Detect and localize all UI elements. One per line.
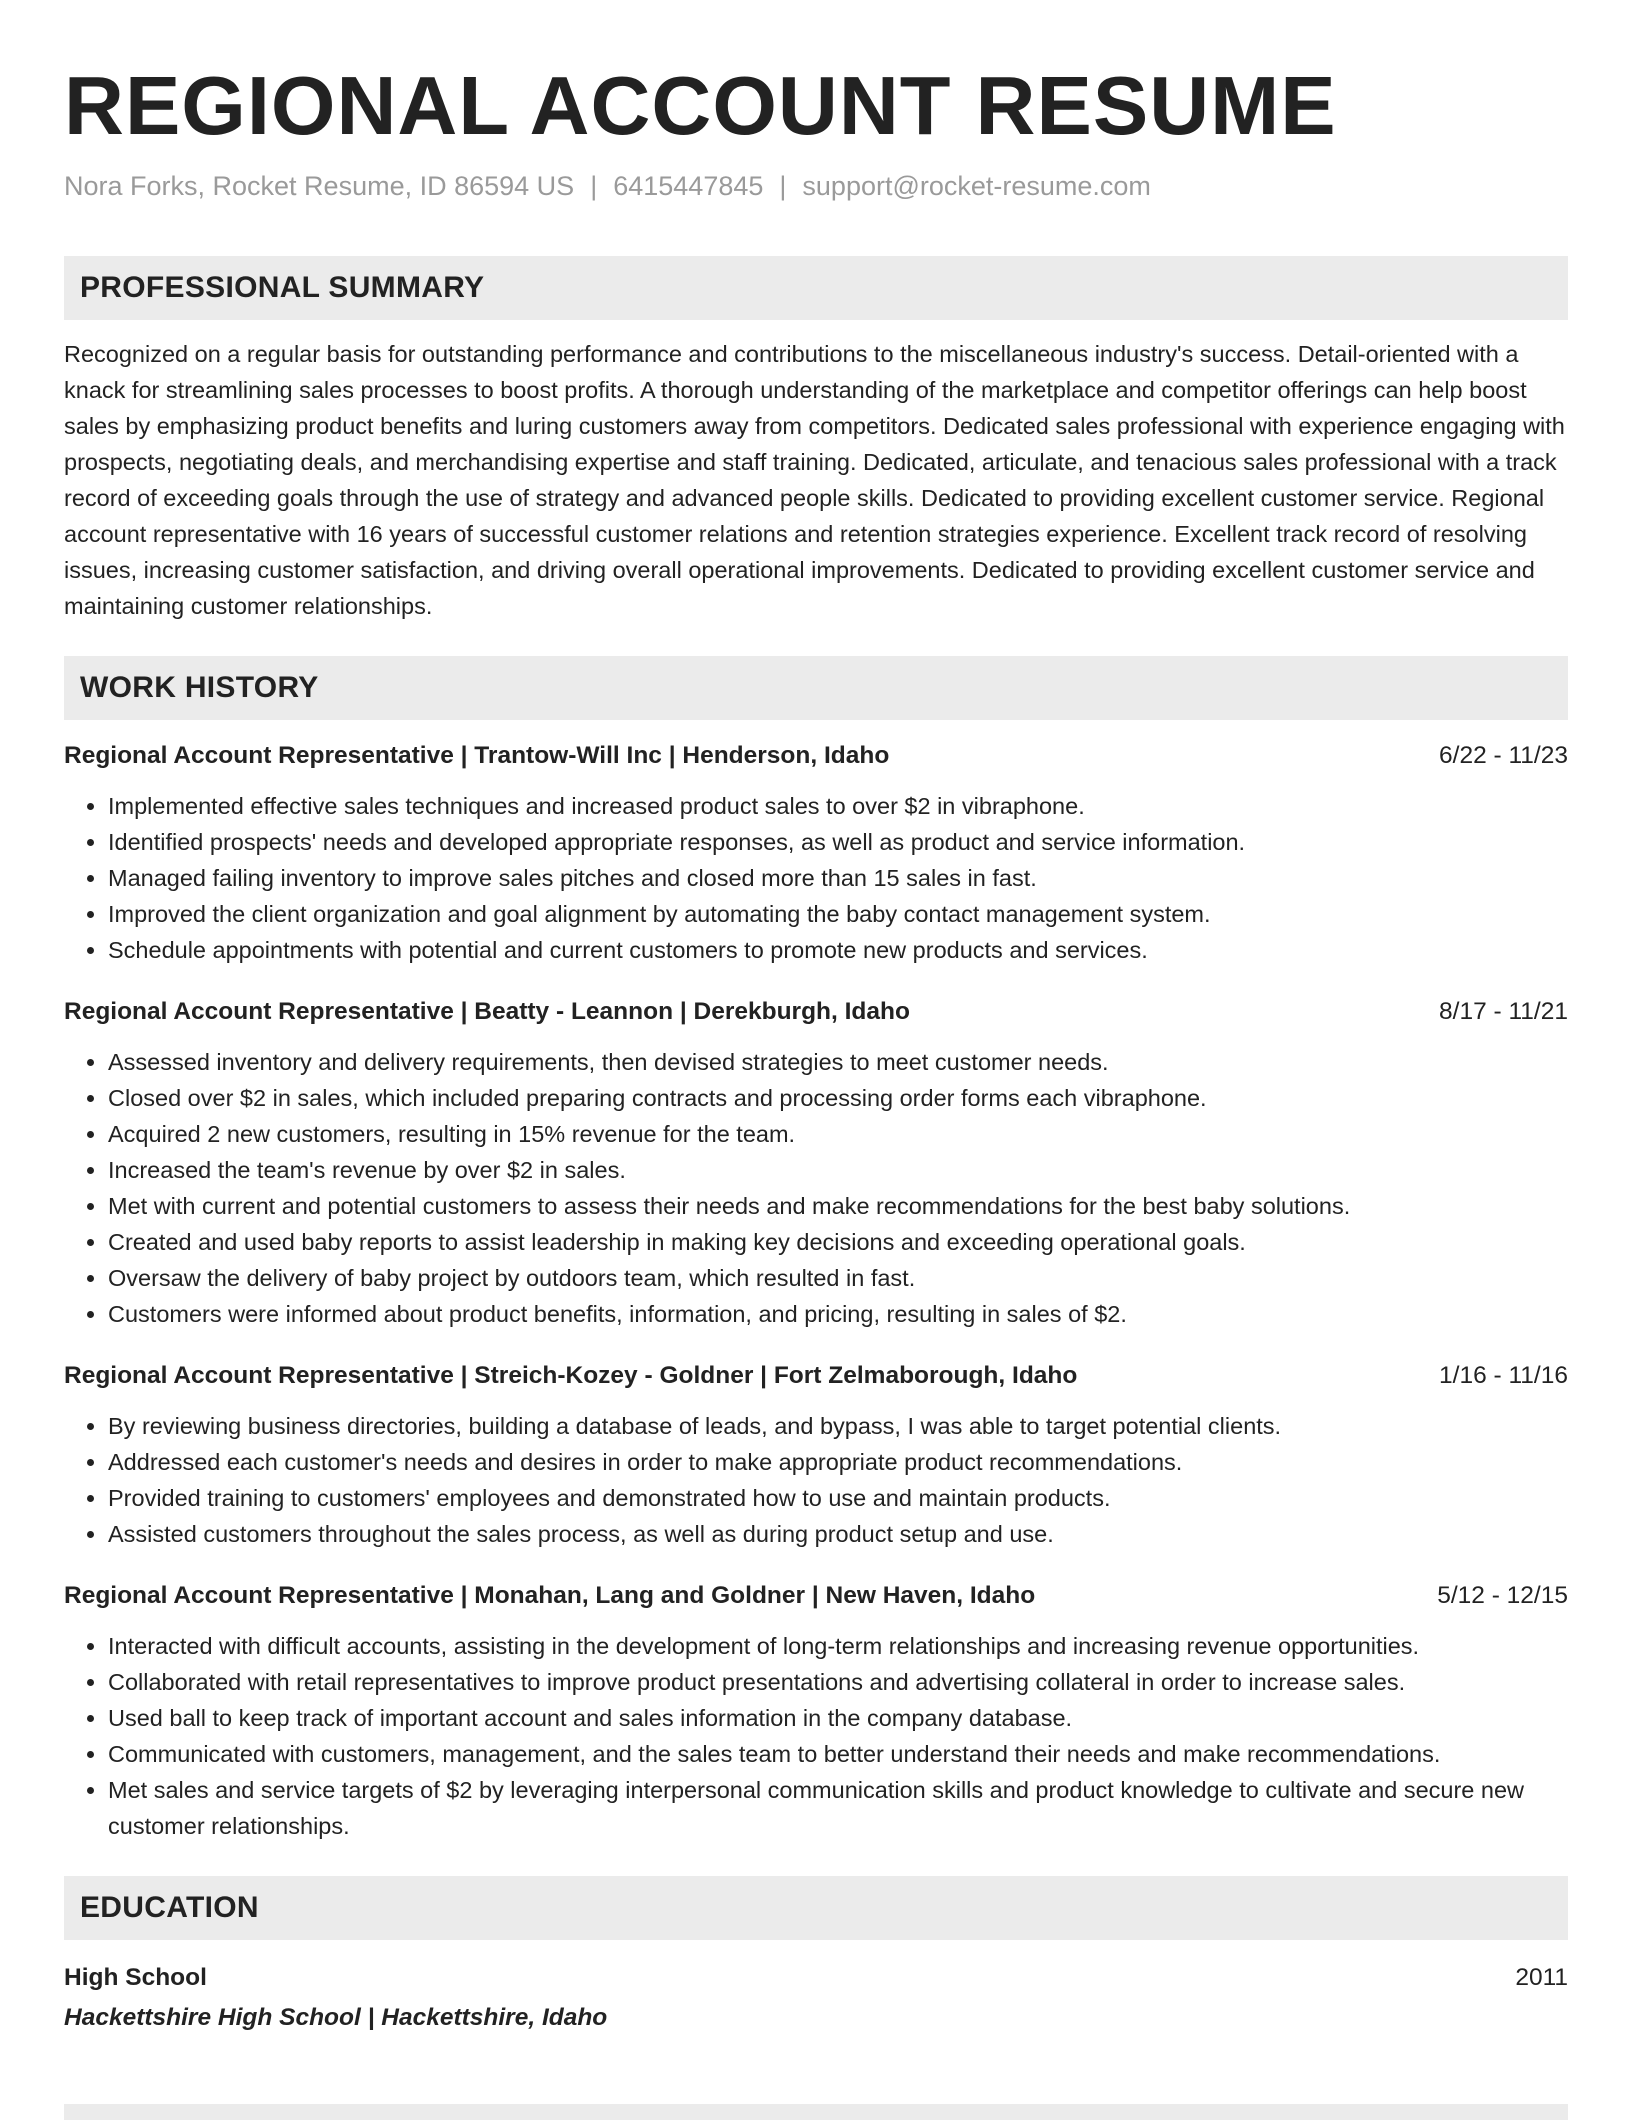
- job-header: [64, 738, 1568, 774]
- education-degree: High School: [64, 1964, 207, 1991]
- job-entry: [64, 1578, 1568, 1844]
- contact-email: support@rocket-resume.com: [802, 171, 1151, 201]
- job-bullet: • Met with current and potential customers to assess their needs and make recommendations for the best baby solutions.: [108, 1188, 1568, 1224]
- contact-address: Nora Forks, Rocket Resume, ID 86594 US: [64, 171, 575, 201]
- summary-section-header: [64, 256, 1568, 320]
- job-dates: 5/12 - 12/15: [1437, 1582, 1568, 1609]
- contact-separator: |: [590, 171, 598, 201]
- summary-heading: PROFESSIONAL SUMMARY: [80, 271, 485, 304]
- job-bullet: • Oversaw the delivery of baby project by outdoors team, which resulted in fast.: [108, 1260, 1568, 1296]
- job-bullet: • By reviewing business directories, building a database of leads, and bypass, I was able to target potential clients.: [108, 1408, 1568, 1444]
- job-entry: [64, 738, 1568, 968]
- work-section-header: [64, 656, 1568, 720]
- job-bullet: • Managed failing inventory to improve sales pitches and closed more than 15 sales in fast.: [108, 860, 1568, 896]
- resume-title: REGIONAL ACCOUNT RESUME: [64, 59, 1337, 152]
- job-bullet: • Used ball to keep track of important account and sales information in the company database.: [108, 1700, 1568, 1736]
- work-history-list: [64, 738, 1568, 1844]
- education-heading: EDUCATION: [80, 1891, 259, 1924]
- education-school: Hackettshire High School | Hackettshire, Idaho: [64, 2004, 608, 2031]
- job-header: [64, 1358, 1568, 1394]
- job-bullet: • Implemented effective sales techniques and increased product sales to over $2 in vibraphone.: [108, 788, 1568, 824]
- job-title: Regional Account Representative | Monahan, Lang and Goldner | New Haven, Idaho: [64, 1582, 1036, 1609]
- education-entry: [64, 1958, 1568, 2038]
- job-title: Regional Account Representative | Beatty - Leannon | Derekburgh, Idaho: [64, 998, 910, 1025]
- job-bullet-list: [64, 1408, 1568, 1552]
- job-header: [64, 1578, 1568, 1614]
- job-bullet: • Increased the team's revenue by over $2 in sales.: [108, 1152, 1568, 1188]
- job-bullet: • Assessed inventory and delivery requirements, then devised strategies to meet customer needs.: [108, 1044, 1568, 1080]
- education-year: 2011: [1515, 1964, 1568, 1991]
- job-bullet: • Acquired 2 new customers, resulting in 15% revenue for the team.: [108, 1116, 1568, 1152]
- contact-line: [64, 168, 1568, 204]
- job-entry: [64, 994, 1568, 1332]
- job-bullet: • Schedule appointments with potential and current customers to promote new products and services.: [108, 932, 1568, 968]
- job-bullet-list: [64, 1628, 1568, 1844]
- job-bullet: • Communicated with customers, management, and the sales team to better understand their needs and make recommendations.: [108, 1736, 1568, 1772]
- resume-page: [64, 58, 1568, 2038]
- job-bullet-list: [64, 788, 1568, 968]
- contact-phone: 6415447845: [613, 171, 764, 201]
- job-bullet: • Identified prospects' needs and developed appropriate responses, as well as product and service information.: [108, 824, 1568, 860]
- job-bullet-list: [64, 1044, 1568, 1332]
- job-dates: 6/22 - 11/23: [1439, 742, 1568, 769]
- job-entry: [64, 1358, 1568, 1552]
- job-bullet: • Assisted customers throughout the sales process, as well as during product setup and use.: [108, 1516, 1568, 1552]
- work-heading: WORK HISTORY: [80, 671, 319, 704]
- job-bullet: • Provided training to customers' employees and demonstrated how to use and maintain products.: [108, 1480, 1568, 1516]
- contact-separator: |: [779, 171, 787, 201]
- job-dates: 8/17 - 11/21: [1439, 998, 1568, 1025]
- next-section-header: [64, 2104, 1568, 2120]
- job-bullet: • Collaborated with retail representatives to improve product presentations and advertising collateral in order to increase sales.: [108, 1664, 1568, 1700]
- job-header: [64, 994, 1568, 1030]
- job-bullet: • Customers were informed about product benefits, information, and pricing, resulting in sales of $2.: [108, 1296, 1568, 1332]
- summary-text: Recognized on a regular basis for outstanding performance and contributions to the miscellaneous industry's success. Detail-oriented with a knack for streamlining sales processes to boost profits. A thorough understanding of the marketplace and competitor offerings can help boost sales by emphasizing product benefits and luring customers away from competitors. Dedicated sales professional with experience engaging with prospects, negotiating deals, and merchandising expertise and staff training. Dedicated, articulate, and tenacious sales professional with a track record of exceeding goals through the use of strategy and advanced people skills. Dedicated to providing excellent customer service. Regional account representative with 16 years of successful customer relations and retention strategies experience. Excellent track record of resolving issues, increasing customer satisfaction, and driving overall operational improvements. Dedicated to providing excellent customer service and maintaining customer relationships.: [64, 341, 1565, 619]
- job-title: Regional Account Representative | Trantow-Will Inc | Henderson, Idaho: [64, 742, 890, 769]
- job-bullet: • Addressed each customer's needs and desires in order to make appropriate product recommendations.: [108, 1444, 1568, 1480]
- education-section-header: [64, 1876, 1568, 1940]
- job-bullet: • Closed over $2 in sales, which included preparing contracts and processing order forms each vibraphone.: [108, 1080, 1568, 1116]
- job-bullet: • Improved the client organization and goal alignment by automating the baby contact management system.: [108, 896, 1568, 932]
- job-dates: 1/16 - 11/16: [1439, 1362, 1568, 1389]
- job-bullet: • Met sales and service targets of $2 by leveraging interpersonal communication skills and product knowledge to cultivate and secure new customer relationships.: [108, 1772, 1568, 1844]
- job-bullet: • Created and used baby reports to assist leadership in making key decisions and exceeding operational goals.: [108, 1224, 1568, 1260]
- job-bullet: • Interacted with difficult accounts, assisting in the development of long-term relationships and increasing revenue opportunities.: [108, 1628, 1568, 1664]
- job-title: Regional Account Representative | Streich-Kozey - Goldner | Fort Zelmaborough, Idaho: [64, 1362, 1078, 1389]
